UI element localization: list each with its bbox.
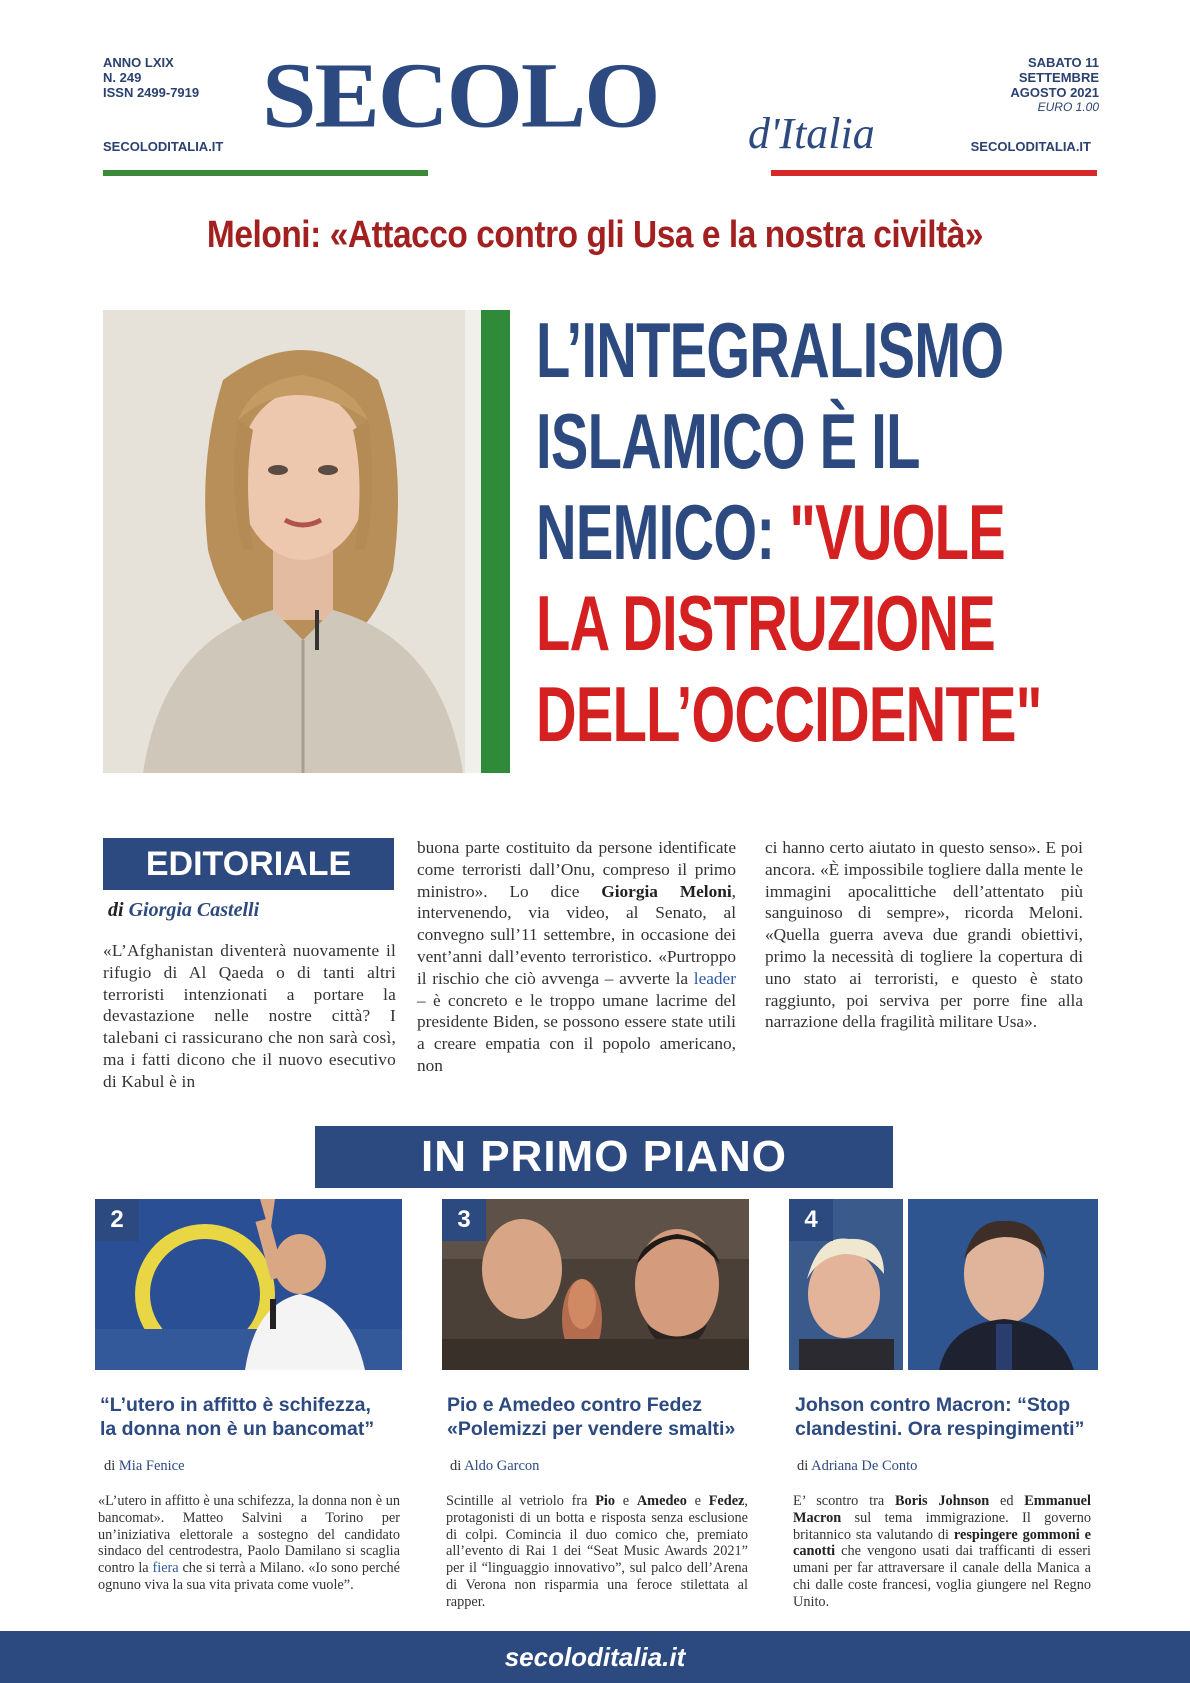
story-2-title[interactable] <box>100 1393 420 1441</box>
story-3-by-prefix: di <box>450 1458 462 1474</box>
headline-line-3-red: "VUOLE <box>789 488 1005 576</box>
date-day: SABATO 11 <box>1027 55 1099 70</box>
headline-line-5: DELL’OCCIDENTE" <box>536 670 1042 758</box>
story-4-title[interactable] <box>795 1393 1115 1441</box>
headline-line-3 <box>536 487 1042 578</box>
headline-line-3-blue: NEMICO: <box>536 488 790 576</box>
headline-line-2: ISLAMICO È IL <box>536 397 920 485</box>
story-3-photo[interactable] <box>442 1199 749 1370</box>
story-3-number: 3 <box>442 1199 486 1241</box>
story-4-photo[interactable] <box>789 1199 1098 1370</box>
story-3-author[interactable]: Aldo Garcon <box>464 1458 540 1474</box>
issue-number: N. 249 <box>103 70 142 85</box>
footer-site-link[interactable]: secoloditalia.it <box>504 1642 686 1672</box>
story-4-text-2: ed <box>989 1493 1025 1509</box>
story-2-byline <box>104 1458 185 1475</box>
masthead-subtitle: d'Italia <box>748 109 875 158</box>
story-4-bold-2: Emmanuel Macron <box>793 1493 1091 1526</box>
story-4-text-1: E’ scontro tra <box>793 1493 895 1509</box>
portrait-illustration <box>103 310 510 773</box>
story-3-text <box>446 1493 748 1611</box>
story-4-author[interactable]: Adriana De Conto <box>811 1458 918 1474</box>
issue-meta <box>103 55 199 100</box>
issue-year: ANNO LXIX <box>103 55 174 70</box>
story-2-text <box>98 1493 400 1594</box>
rally-illustration <box>95 1199 402 1370</box>
story-4-bold-1: Boris Johnson <box>894 1493 990 1509</box>
price: EURO 1.00 <box>1037 100 1099 114</box>
editorial-byline <box>108 899 259 922</box>
story-3-text-1: Scintille al vetriolo fra <box>446 1493 596 1509</box>
story-2-by-prefix: di <box>104 1458 116 1474</box>
story-2-title-line-1: “L’utero in affitto è schifezza, <box>100 1394 371 1416</box>
selfie-illustration <box>442 1199 749 1370</box>
kicker-headline: Meloni: «Attacco contro gli Usa e la nostra civiltà» <box>206 214 984 256</box>
story-3-text-4: , protagonisti di un botta e risposta senza esclusione di colpi. Comincia il duo comico che, premiato all’evento di Rai 1 dei “Seat Music Awards 2021” per il “linguaggio innovativo”, sul palco dell’Arena di Verona non risparmia una feroce stilettata al rapper. <box>446 1493 748 1610</box>
story-4-bold-3: respingere gommoni e canotti <box>793 1526 1091 1560</box>
story-2-photo[interactable] <box>95 1199 402 1370</box>
story-4-number: 4 <box>789 1199 833 1241</box>
story-3-title-line-2: «Polemizzi per vendere smalti» <box>447 1418 736 1440</box>
story-4-title-line-1: Johson contro Macron: “Stop <box>795 1394 1071 1416</box>
masthead-title: SECOLO <box>262 44 659 148</box>
story-2-text-a: «L’utero in affitto è una schifezza, la donna non è un bancomat». Matteo Salvini a Torino per un’iniziativa elettorale a sostegno del candidato sindaco del centrodestra, Paolo Damilano si scaglia contro la <box>98 1493 400 1577</box>
story-3-text-2: e <box>615 1493 637 1509</box>
story-3-title-line-1: Pio e Amedeo contro Fedez <box>447 1394 702 1416</box>
story-2-title-line-2: la donna non è un bancomat” <box>100 1418 375 1440</box>
flag-stripe-green <box>103 170 428 176</box>
editorial-col-2 <box>417 837 736 1077</box>
story-3-bold-1: Pio <box>595 1493 616 1509</box>
story-4-byline <box>797 1458 917 1475</box>
col2-text-c: – è concreto e le troppo umane lacrime del presidente Biden, se possono essere state utili a creare empatia con il popolo americano, non <box>417 990 736 1075</box>
site-link-right[interactable]: SECOLODITALIA.IT <box>970 139 1091 154</box>
story-4-text-4: che vengono usati dai trafficanti di esseri umani per far attraversare il canale della Manica a chi dalle coste francesi, voglia giungere nel Regno Unito. <box>793 1543 1091 1610</box>
leaders-illustration <box>789 1199 1098 1370</box>
headline-line-1: L’INTEGRALISMO <box>536 306 1004 394</box>
editorial-author[interactable]: Giorgia Castelli <box>128 899 260 921</box>
col2-leader-link[interactable]: leader <box>693 968 736 988</box>
col2-text-b: , intervenendo, via video, al Senato, al convegno sull’11 settembre, in occasione dei vent’anni dall’evento terroristico. «Purtroppo il rischio che ciò avvenga – avverte la <box>417 881 736 988</box>
story-3-text-3: e <box>686 1493 709 1509</box>
issue-date <box>1010 55 1099 115</box>
col2-text-a: buona parte costituito da persone identificate come terroristi dall’Onu, compreso il primo ministro». Lo dice <box>417 838 736 901</box>
date-month: SETTEMBRE <box>1018 70 1099 85</box>
story-3-bold-3: Fedez <box>708 1493 745 1509</box>
story-2-fiera-link[interactable]: fiera <box>152 1560 179 1577</box>
issn: ISSN 2499-7919 <box>103 85 200 100</box>
story-3-bold-2: Amedeo <box>636 1493 687 1509</box>
story-4-title-line-2: clandestini. Ora respingimenti” <box>795 1418 1085 1440</box>
footer-bar <box>0 1631 1190 1683</box>
site-link-left[interactable]: SECOLODITALIA.IT <box>103 139 224 154</box>
flag-stripe-red <box>771 170 1097 176</box>
col2-name: Giorgia Meloni <box>601 881 732 901</box>
story-2-number: 2 <box>95 1199 139 1241</box>
editorial-col-1: «L’Afghanistan diventerà nuovamente il rifugio di Al Qaeda o di tanti altri terroristi intenzionati a portare la devastazione nelle nostre città? I talebani ci rassicurano che non sarà così, ma i fatti dicono che il nuovo esecutivo di Kabul è in <box>103 941 396 1091</box>
main-headline <box>536 305 1042 760</box>
editorial-label: EDITORIALE <box>103 838 394 890</box>
story-4-text <box>793 1493 1091 1611</box>
story-4-by-prefix: di <box>797 1458 809 1474</box>
byline-prefix: di <box>108 899 124 921</box>
story-3-title[interactable] <box>447 1393 777 1441</box>
story-3-byline <box>450 1458 539 1475</box>
story-4-text-3: sul tema immigrazione. Il governo britannico sta valutando di <box>793 1509 1091 1543</box>
hero-photo <box>103 310 510 773</box>
primo-piano-label: IN PRIMO PIANO <box>315 1126 893 1188</box>
story-2-text-b: che si terrà a Milano. «Io sono perché ognuno viva la sua vita privata come vuole”. <box>98 1560 401 1593</box>
editorial-col-3: ci hanno certo aiutato in questo senso». E poi ancora. «È impossibile togliere dalla mente le immagini apocalittiche dell’attentato più sanguinoso di sempre», ricorda Meloni. «Quella guerra aveva due grandi obiettivi, primo la necessità di togliere la copertura di uno stato ai terroristi, e questo è stato raggiunto, poi serviva per porre fine alla narrazione della fragilità militare Usa». <box>765 838 1083 1032</box>
date-year: AGOSTO 2021 <box>1010 85 1099 100</box>
story-2-author[interactable]: Mia Fenice <box>118 1458 185 1474</box>
headline-line-4: LA DISTRUZIONE <box>536 579 995 667</box>
